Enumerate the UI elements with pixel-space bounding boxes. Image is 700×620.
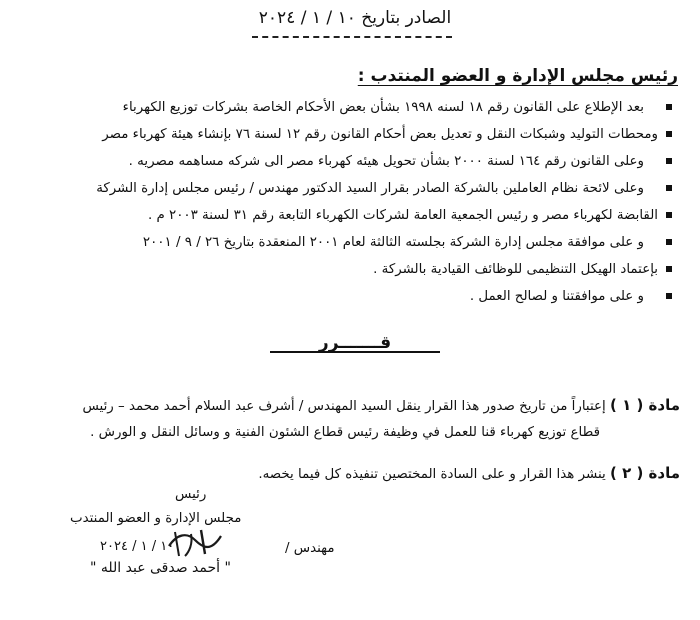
date-divider	[252, 36, 452, 38]
preamble-item: بإعتماد الهيكل التنظيمى للوظائف القيادية بالشركة .	[28, 256, 658, 283]
signatory-engineer-prefix: مهندس /	[285, 541, 335, 556]
preamble-item: وعلى لائحة نظام العاملين بالشركة الصادر بقرار السيد الدكتور مهندس / رئيس مجلس إدارة الشركة	[28, 175, 658, 202]
preamble-item: و على موافقة مجلس إدارة الشركة بجلسته الثالثة لعام ٢٠٠١ المنعقدة بتاريخ ٢٦ / ٩ / ٢٠٠١	[28, 229, 658, 256]
issue-date: الصادر بتاريخ ١٠ / ١ / ٢٠٢٤	[258, 8, 452, 28]
preamble-item: بعد الإطلاع على القانون رقم ١٨ لسنه ١٩٩٨ بشأن بعض الأحكام الخاصة بشركات توزيع الكهرباء	[28, 94, 658, 121]
article-1	[0, 392, 680, 446]
signatory-board: مجلس الإدارة و العضو المنتدب	[70, 511, 242, 526]
decision-title: قـــــــرر	[318, 333, 392, 353]
article-2-label: مادة ( ٢ )	[609, 464, 680, 482]
article-2	[0, 460, 680, 488]
article-1-label: مادة ( ١ )	[609, 396, 680, 414]
signatory-title: رئيس	[175, 487, 207, 502]
signature-date: ١٠ / ١ / ٢٠٢٤	[100, 539, 175, 554]
preamble-item: القابضة لكهرباء مصر و رئيس الجمعية العامة لشركات الكهرباء التابعة رقم ٣١ لسنة ٢٠٠٣ م .	[28, 202, 658, 229]
preamble-item: وعلى القانون رقم ١٦٤ لسنة ٢٠٠٠ بشأن تحويل هيئه كهرباء مصر الى شركه مساهمه مصريه .	[28, 148, 658, 175]
handwritten-signature	[165, 526, 225, 560]
article-1-line-2: قطاع توزيع كهرباء قنا للعمل في وظيفة رئيس قطاع الشئون الفنية و وسائل النقل و الورش .	[90, 425, 600, 440]
signatory-name: " أحمد صدقى عبد الله "	[90, 560, 231, 576]
article-1-line-1: إعتباراً من تاريخ صدور هذا القرار ينقل السيد المهندس / أشرف عبد السلام أحمد محمد – رئيس	[82, 399, 606, 414]
preamble-list	[28, 94, 658, 310]
preamble-item: و على موافقتنا و لصالح العمل .	[28, 283, 658, 310]
preamble-item: ومحطات التوليد وشبكات النقل و تعديل بعض أحكام القانون رقم ١٢ لسنة ٧٦ بإنشاء هيئة كهرباء مصر	[28, 121, 658, 148]
article-2-text: ينشر هذا القرار و على السادة المختصين تنفيذه كل فيما يخصه.	[258, 467, 606, 482]
decision-underline	[270, 351, 440, 353]
document-heading: رئيس مجلس الإدارة و العضو المنتدب :	[357, 66, 678, 86]
